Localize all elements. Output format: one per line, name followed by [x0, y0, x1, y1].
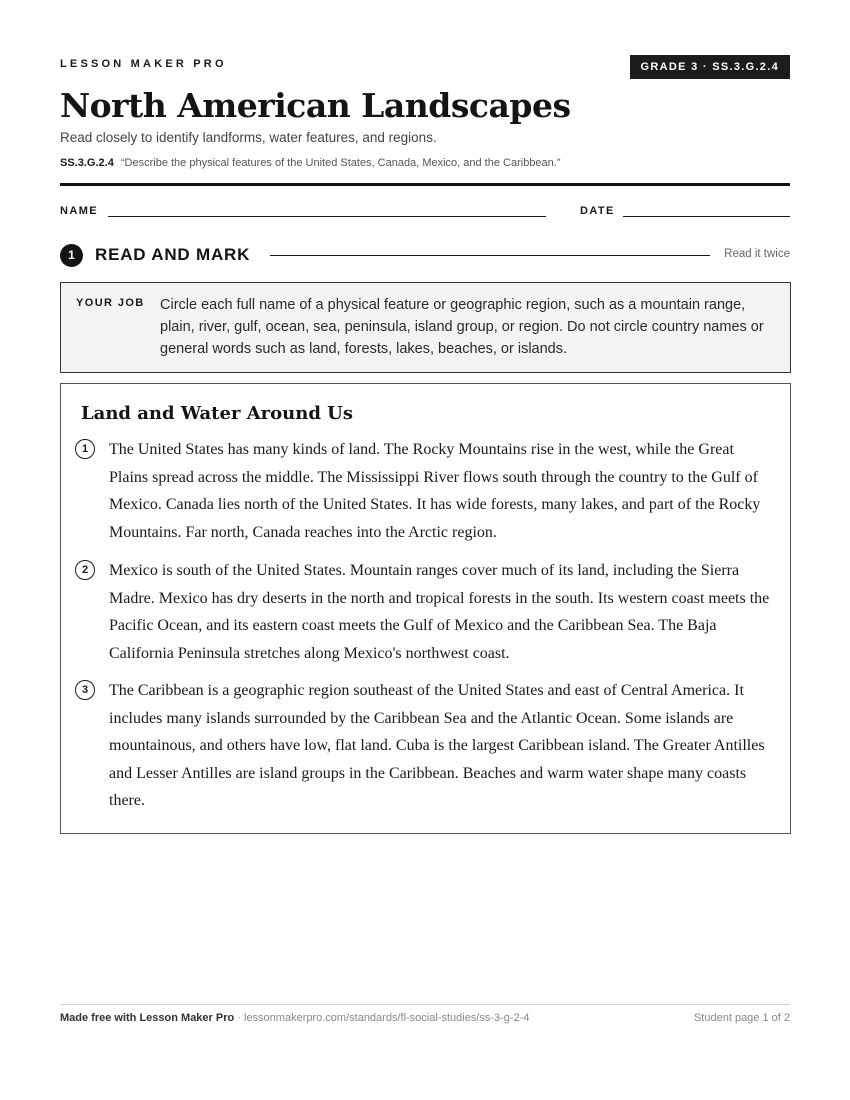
- page-title: North American Landscapes: [60, 86, 571, 125]
- grade-badge: GRADE 3 · SS.3.G.2.4: [630, 55, 790, 79]
- standard-line: [60, 157, 561, 169]
- paragraph-number: 1: [75, 439, 95, 459]
- section-divider: [270, 255, 710, 256]
- footer-page-number: Student page 1 of 2: [693, 1012, 790, 1024]
- section-number-badge: 1: [60, 244, 83, 267]
- passage-title: Land and Water Around Us: [81, 403, 354, 424]
- instructions-label: YOUR JOB: [76, 297, 145, 309]
- paragraph-text: The Caribbean is a geographic region southeast of the United States and east of Central America. It includes many islands surrounded by the Caribbean Sea and the Atlantic Ocean. Some islands are mountainous, and others have low, flat land. Cuba is the largest Caribbean island. The Greater Antilles and Lesser Antilles are island groups in the Caribbean. Beaches and warm water shape many coasts there.: [109, 682, 765, 809]
- paragraph-number: 2: [75, 560, 95, 580]
- standard-description: “Describe the physical features of the United States, Canada, Mexico, and the Caribbean.”: [120, 157, 561, 169]
- paragraph-text: Mexico is south of the United States. Mountain ranges cover much of its land, including the Sierra Madre. Mexico has dry deserts in the north and tropical forests in the south. Its western coast meets the Pacific Ocean, and its eastern coast meets the Gulf of Mexico and the Caribbean Sea. The Baja California Peninsula stretches along Mexico's northwest coast.: [109, 562, 770, 662]
- date-field[interactable]: [623, 216, 790, 217]
- brand-name: LESSON MAKER PRO: [60, 58, 227, 70]
- footer-made-with: Made free with Lesson Maker Pro: [60, 1012, 235, 1024]
- reading-passage-box: [60, 383, 791, 834]
- standard-code: SS.3.G.2.4: [60, 157, 114, 169]
- footer-url[interactable]: · lessonmakerpro.com/standards/fl-social-studies/ss-3-g-2-4: [234, 1012, 530, 1024]
- footer-divider: [60, 1004, 790, 1005]
- header-divider: [60, 183, 790, 186]
- footer-credit: [60, 1012, 530, 1024]
- page-subtitle: Read closely to identify landforms, water features, and regions.: [60, 130, 437, 145]
- instructions-box: [60, 282, 791, 373]
- section-hint: Read it twice: [724, 248, 790, 260]
- paragraph-text: The United States has many kinds of land. The Rocky Mountains rise in the west, while the Great Plains spread across the middle. The Mississippi River flows south through the country to the Gulf of Mexico. Canada lies north of the United States. It has wide forests, many lakes, and part of the Rocky Mountains. Far north, Canada reaches into the Arctic region.: [109, 441, 761, 541]
- name-label: NAME: [60, 205, 98, 217]
- section-title: READ AND MARK: [95, 245, 251, 264]
- name-field[interactable]: [108, 216, 546, 217]
- date-label: DATE: [580, 205, 615, 217]
- paragraph-number: 3: [75, 680, 95, 700]
- instructions-text: Circle each full name of a physical feature or geographic region, such as a mountain range, plain, river, gulf, ocean, sea, peninsula, island group, or region. Do not circle country names or general words such as land, forests, lakes, beaches, or islands.: [160, 297, 764, 357]
